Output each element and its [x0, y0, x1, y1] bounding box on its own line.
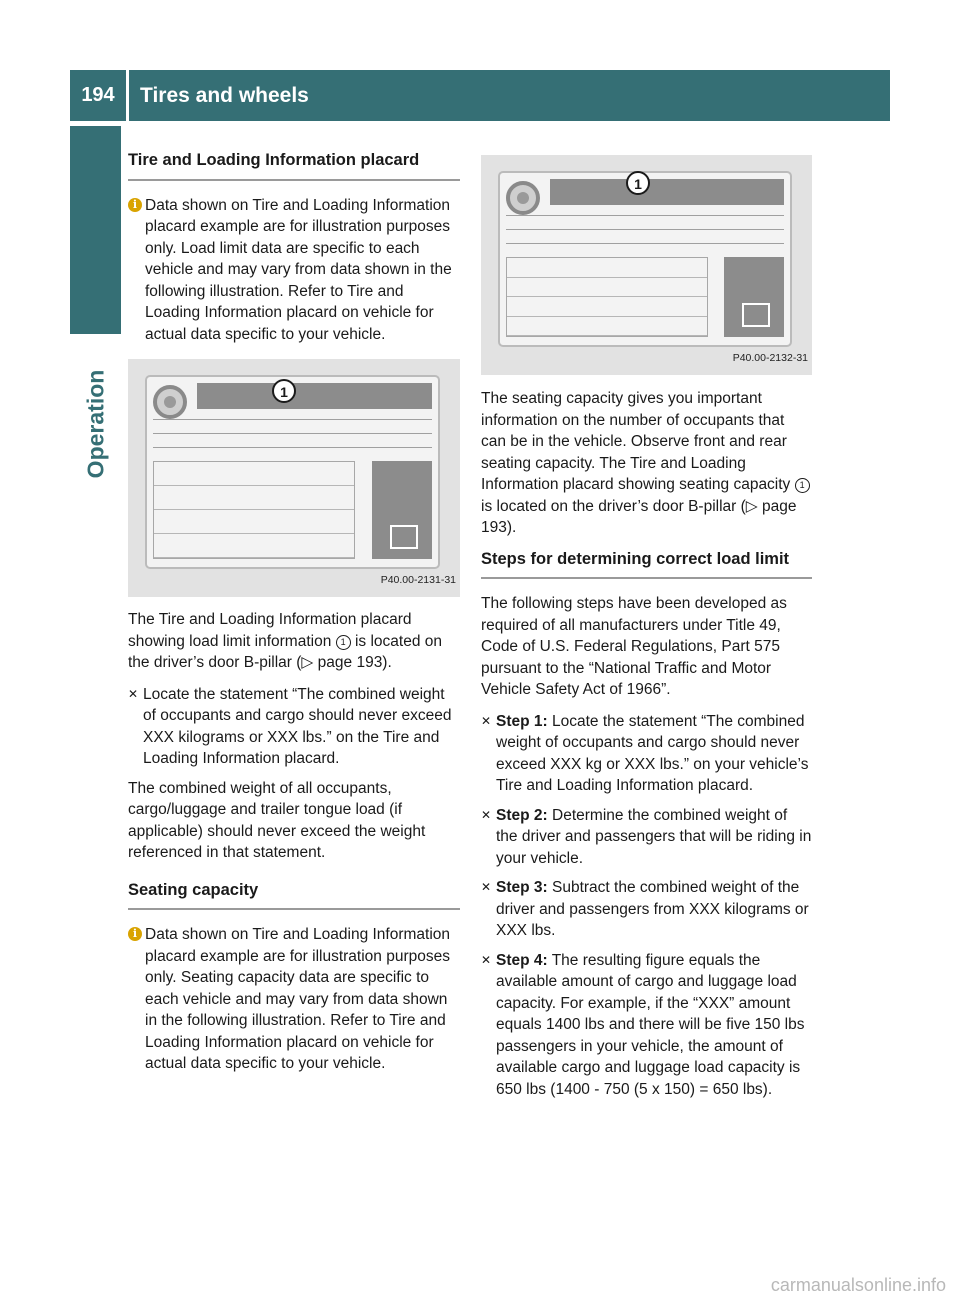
heading-seating: Seating capacity — [128, 880, 460, 911]
placard-line — [153, 447, 432, 448]
info-text: Data shown on Tire and Loading Information placard example are for illustration purposes only. Load limit data are specific to each vehicle and may vary from data shown in the following illustration. Refer to Tire and Loading Information placard on vehicle for actual data specific to your vehicle. — [145, 196, 452, 343]
callout-marker: 1 — [272, 379, 296, 403]
placard-figure-load-limit — [128, 359, 460, 597]
placard-line — [506, 229, 784, 230]
callout-marker: 1 — [795, 478, 810, 493]
step-text: Determine the combined weight of the driver and passengers that will be riding in your vehicle. — [496, 806, 812, 867]
arrow-icon: ✕ — [481, 807, 492, 822]
step-item — [481, 711, 812, 797]
step-label: Step 2: — [496, 806, 548, 824]
arrow-icon: ✕ — [481, 713, 492, 728]
arrow-icon: ✕ — [481, 952, 492, 967]
info-note — [128, 195, 460, 346]
figure-code: P40.00-2131-31 — [380, 573, 456, 586]
placard-line — [153, 433, 432, 434]
side-accent-block — [70, 126, 121, 334]
placard-header — [550, 179, 784, 205]
header-divider — [126, 70, 129, 121]
watermark: carmanualsonline.info — [770, 1275, 946, 1295]
paragraph-text: is located on the driver’s door B-pillar (▷ page 193). — [128, 632, 442, 671]
side-tab — [70, 338, 121, 510]
arrow-icon: ✕ — [128, 686, 139, 701]
figure-code: P40.00-2132-31 — [732, 351, 808, 364]
right-column — [481, 155, 812, 1108]
placard-header — [197, 383, 432, 409]
page-number: 194 — [81, 84, 115, 106]
placard-table — [506, 257, 708, 337]
see-owners-manual-box — [724, 257, 784, 337]
paragraph: The following steps have been developed as required of all manufacturers under Title 49, Code of U.S. Federal Regulations, Part 575 pursuant to the “National Traffic and Motor Vehicle Safety Act of 1966”. — [481, 595, 787, 698]
placard-figure-seating — [481, 155, 812, 375]
section-title: Tires and wheels — [140, 84, 309, 107]
callout-marker: 1 — [626, 171, 650, 195]
paragraph-text: The seating capacity gives you important information on the number of occupants that can be in the vehicle. Observe front and rear seating capacity. The Tire and Loading Information placard showing seating capacity — [481, 390, 791, 493]
paragraph — [128, 609, 460, 674]
heading-placard: Tire and Loading Information placard — [128, 150, 460, 181]
placard-line — [506, 215, 784, 216]
step-label: Step 4: — [496, 951, 548, 969]
callout-marker: 1 — [336, 635, 351, 650]
placard-line — [153, 419, 432, 420]
wheel-icon — [506, 181, 540, 215]
step-label: Step 1: — [496, 712, 548, 730]
paragraph-text: The Tire and Loading Information placard showing load limit information — [128, 611, 412, 650]
info-icon: i — [128, 198, 142, 212]
left-column — [128, 150, 460, 1089]
placard-table — [153, 461, 355, 559]
heading-load-limit: Steps for determining correct load limit — [481, 549, 812, 580]
arrow-icon: ✕ — [481, 880, 492, 894]
step-text: The resulting figure equals the available amount of cargo and luggage load capacity. For example, if the “XXX” amount equals 1400 lbs and there will be five 150 lbs passengers in your vehicle, the amount of available cargo and luggage load capacity is 650 lbs (1400 - 750 (5 x 150) = 650 lbs). — [496, 951, 805, 1098]
see-owners-manual-box — [372, 461, 432, 559]
info-note — [128, 924, 460, 1075]
paragraph — [481, 388, 812, 539]
step-text: Locate the statement “The combined weight of occupants and cargo should never exceed XXX kilograms or XXX lbs.” on the Tire and Loading Information placard. — [143, 685, 452, 767]
info-icon: i — [128, 927, 142, 941]
step-item — [481, 877, 812, 942]
placard-illustration — [498, 171, 792, 347]
side-tab-label: Operation — [82, 369, 108, 479]
step-item — [481, 805, 812, 870]
step-text: Locate the statement “The combined weight of occupants and cargo should never exceed XXX kg or XXX lbs.” on your vehicle’s Tire and Loading Information placard. — [496, 712, 809, 794]
step-item — [128, 684, 460, 770]
paragraph-text: is located on the driver’s door B-pillar (▷ page 193). — [481, 497, 797, 536]
info-text: Data shown on Tire and Loading Information placard example are for illustration purposes only. Seating capacity data are specific to each vehicle and may vary from data shown in the following illustration. Refer to Tire and Loading Information placard on vehicle for actual data specific to your vehicle. — [145, 926, 451, 1072]
step-item — [481, 950, 812, 1101]
paragraph: The combined weight of all occupants, cargo/luggage and trailer tongue load (if applicable) should never exceed the weight referenced in that statement. — [128, 779, 426, 861]
placard-illustration — [145, 375, 440, 569]
wheel-icon — [153, 385, 187, 419]
step-label: Step 3: — [496, 879, 548, 896]
step-text: Subtract the combined weight of the driver and passengers from XXX kilograms or XXX lbs. — [496, 879, 809, 939]
placard-line — [506, 243, 784, 244]
